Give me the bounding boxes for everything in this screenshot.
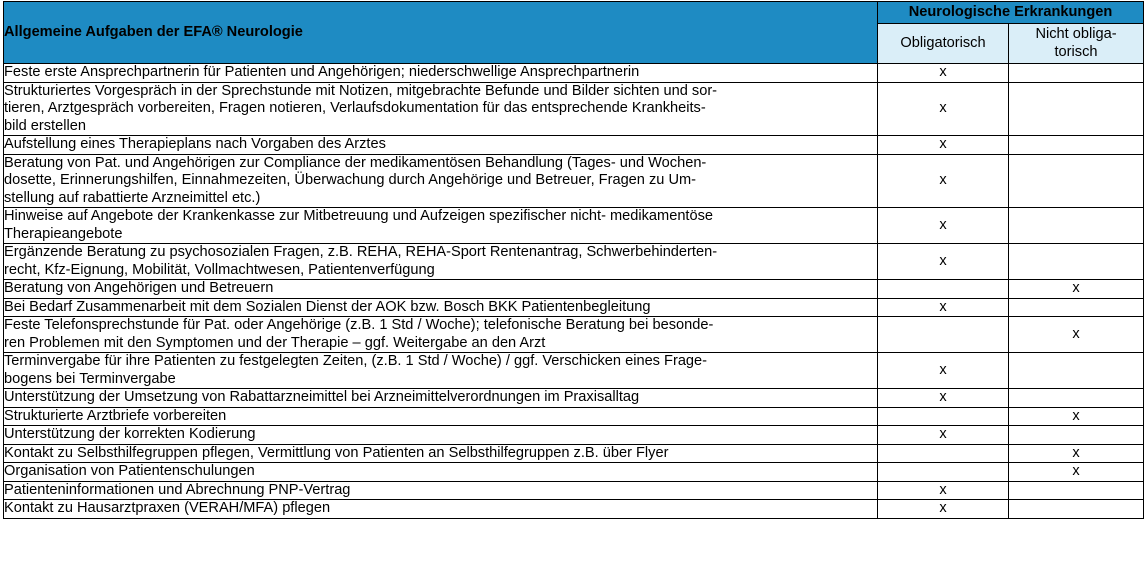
task-description: Aufstellung eines Therapieplans nach Vorgaben des Arztes [4, 136, 878, 155]
task-description: Unterstützung der Umsetzung von Rabattarzneimittel bei Arzneimittelverordnungen im Praxisalltag [4, 389, 878, 408]
task-description: Bei Bedarf Zusammenarbeit mit dem Sozialen Dienst der AOK bzw. Bosch BKK Patientenbegleitung [4, 298, 878, 317]
obligatory-mark: x [878, 298, 1009, 317]
optional-mark [1009, 136, 1144, 155]
task-description: Strukturiertes Vorgespräch in der Sprechstunde mit Notizen, mitgebrachte Befunde und Bilder sichten und sor- tieren, Arztgespräch vorbereiten, Fragen notieren, Verlaufsdokumentation für das entsprechende Krankheits- bild erstellen [4, 82, 878, 136]
task-description: Feste Telefonsprechstunde für Pat. oder Angehörige (z.B. 1 Std / Woche); telefonische Beratung bei besonde- ren Problemen mit den Symptomen und der Therapie – ggf. Weitergabe an den Arzt [4, 317, 878, 353]
task-description: Hinweise auf Angebote der Krankenkasse zur Mitbetreuung und Aufzeigen spezifischer nicht- medikamentöse Therapieangebote [4, 208, 878, 244]
obligatory-mark: x [878, 500, 1009, 519]
optional-mark [1009, 426, 1144, 445]
obligatory-mark: x [878, 154, 1009, 208]
table-row [4, 244, 1144, 280]
obligatory-mark: x [878, 389, 1009, 408]
task-description: Ergänzende Beratung zu psychosozialen Fragen, z.B. REHA, REHA-Sport Rentenantrag, Schwerbehinderten- recht, Kfz-Eignung, Mobilität, Vollmachtwesen, Patientenverfügung [4, 244, 878, 280]
obligatory-mark [878, 463, 1009, 482]
obligatory-mark: x [878, 244, 1009, 280]
optional-mark [1009, 82, 1144, 136]
task-description: Feste erste Ansprechpartnerin für Patienten und Angehörigen; niederschwellige Ansprechpartnerin [4, 64, 878, 83]
optional-mark [1009, 353, 1144, 389]
table-row [4, 426, 1144, 445]
table-row [4, 481, 1144, 500]
table-row [4, 389, 1144, 408]
optional-mark [1009, 154, 1144, 208]
task-description: Patienteninformationen und Abrechnung PNP-Vertrag [4, 481, 878, 500]
obligatory-mark: x [878, 82, 1009, 136]
obligatory-mark: x [878, 426, 1009, 445]
optional-mark [1009, 481, 1144, 500]
table-row [4, 500, 1144, 519]
column-group-header: Neurologische Erkrankungen [878, 2, 1144, 24]
obligatory-mark [878, 407, 1009, 426]
table-title: Allgemeine Aufgaben der EFA® Neurologie [4, 2, 878, 64]
table-row [4, 353, 1144, 389]
task-description: Organisation von Patientenschulungen [4, 463, 878, 482]
task-description: Strukturierte Arztbriefe vorbereiten [4, 407, 878, 426]
optional-mark: x [1009, 317, 1144, 353]
task-description: Beratung von Pat. und Angehörigen zur Compliance der medikamentösen Behandlung (Tages- und Wochen- dosette, Erinnerungshilfen, Einnahmezeiten, Überwachung durch Angehörige und Betreuer, Fragen zu Um- stellung auf rabattierte Arzneimittel etc.) [4, 154, 878, 208]
obligatory-mark [878, 444, 1009, 463]
optional-mark [1009, 298, 1144, 317]
optional-mark [1009, 500, 1144, 519]
table-row [4, 64, 1144, 83]
task-description: Kontakt zu Selbsthilfegruppen pflegen, Vermittlung von Patienten an Selbsthilfegruppen z.B. über Flyer [4, 444, 878, 463]
obligatory-mark: x [878, 64, 1009, 83]
table-row [4, 407, 1144, 426]
task-description: Kontakt zu Hausarztpraxen (VERAH/MFA) pflegen [4, 500, 878, 519]
table-row [4, 154, 1144, 208]
obligatory-mark: x [878, 136, 1009, 155]
optional-mark [1009, 244, 1144, 280]
table-row [4, 463, 1144, 482]
table-row [4, 82, 1144, 136]
column-header-optional: Nicht obliga- torisch [1009, 24, 1144, 64]
optional-mark: x [1009, 463, 1144, 482]
obligatory-mark [878, 280, 1009, 299]
obligatory-mark: x [878, 481, 1009, 500]
table-row [4, 208, 1144, 244]
table-row [4, 444, 1144, 463]
optional-mark [1009, 64, 1144, 83]
table-row [4, 280, 1144, 299]
obligatory-mark: x [878, 208, 1009, 244]
optional-mark [1009, 389, 1144, 408]
optional-mark: x [1009, 280, 1144, 299]
task-description: Terminvergabe für ihre Patienten zu festgelegten Zeiten, (z.B. 1 Std / Woche) / ggf. Verschicken eines Frage- bogens bei Terminvergabe [4, 353, 878, 389]
table-row [4, 298, 1144, 317]
optional-mark: x [1009, 407, 1144, 426]
table-row [4, 136, 1144, 155]
column-header-obligatory: Obligatorisch [878, 24, 1009, 64]
task-description: Beratung von Angehörigen und Betreuern [4, 280, 878, 299]
task-description: Unterstützung der korrekten Kodierung [4, 426, 878, 445]
table-row [4, 317, 1144, 353]
obligatory-mark: x [878, 353, 1009, 389]
obligatory-mark [878, 317, 1009, 353]
optional-mark [1009, 208, 1144, 244]
optional-mark: x [1009, 444, 1144, 463]
tasks-table [3, 1, 1144, 519]
